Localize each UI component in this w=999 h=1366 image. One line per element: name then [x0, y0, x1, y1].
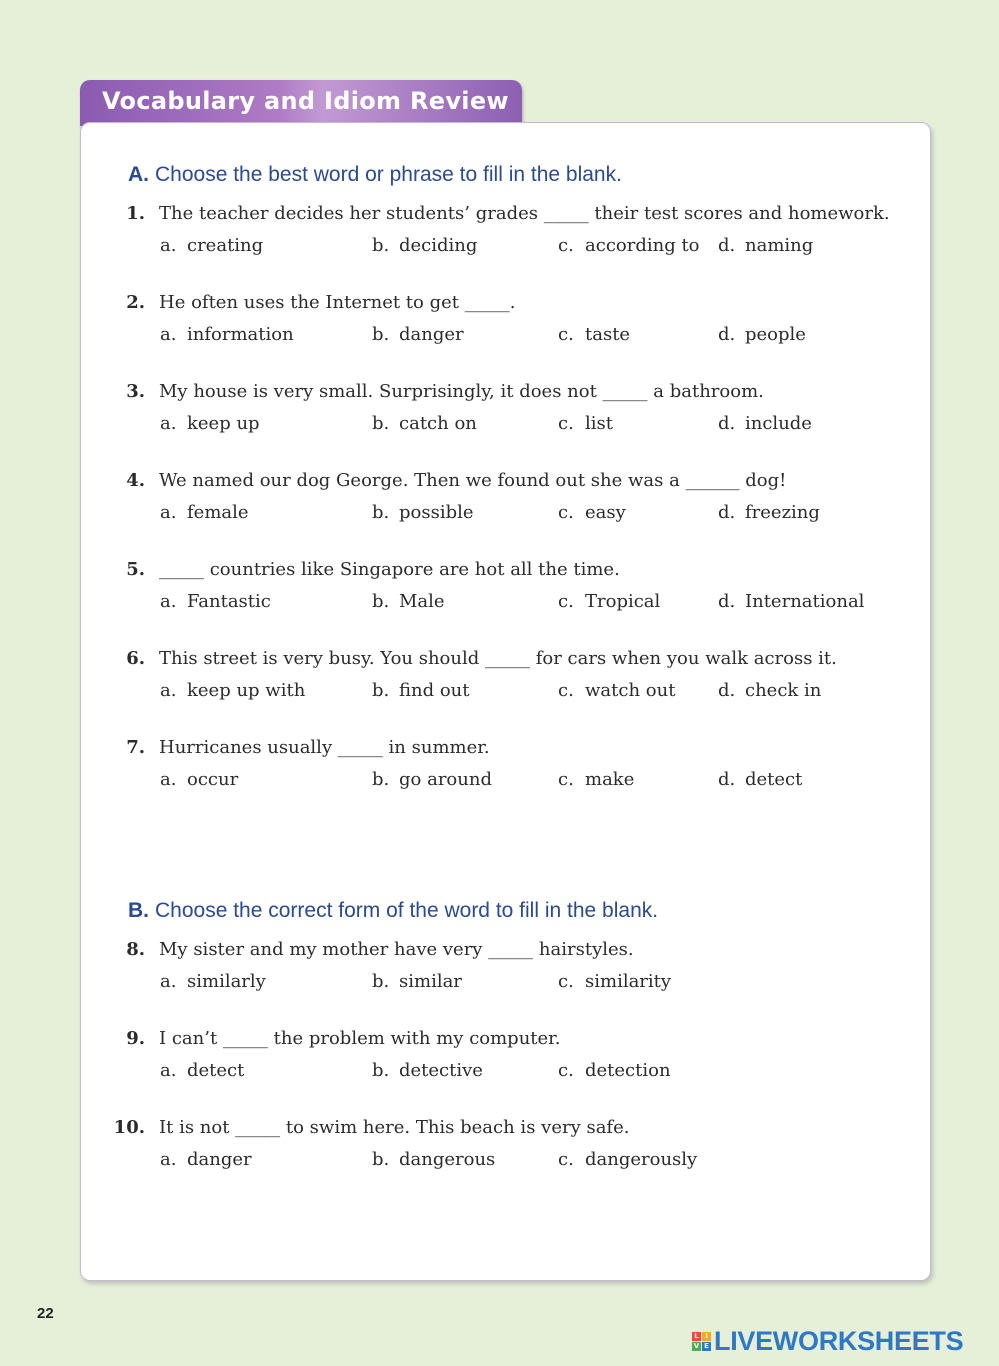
logo-block: V — [693, 1342, 700, 1350]
option-c[interactable]: c. list — [558, 413, 613, 434]
section-b-instruction: Choose the correct form of the word to fill in the blank. — [155, 899, 659, 922]
question-number: 5. — [126, 559, 145, 580]
question-number: 6. — [126, 648, 145, 669]
option-a[interactable]: a. similarly — [160, 971, 266, 992]
question-number: 4. — [126, 470, 145, 491]
question-4 — [81, 470, 930, 530]
question-number: 10. — [113, 1117, 145, 1138]
question-10 — [81, 1117, 930, 1177]
question-text: I can’t _____ the problem with my computer. — [159, 1028, 561, 1049]
question-number: 7. — [126, 737, 145, 758]
option-a[interactable]: a. creating — [160, 235, 264, 256]
option-c[interactable]: c. dangerously — [558, 1149, 698, 1170]
option-a[interactable]: a. Fantastic — [160, 591, 271, 612]
option-a[interactable]: a. detect — [160, 1060, 245, 1081]
option-c[interactable]: c. Tropical — [558, 591, 661, 612]
option-c[interactable]: c. according to — [558, 235, 700, 256]
section-b-heading — [128, 899, 658, 923]
question-text: My sister and my mother have very _____ hairstyles. — [159, 939, 634, 960]
question-text: It is not _____ to swim here. This beach is very safe. — [159, 1117, 630, 1138]
question-2 — [81, 292, 930, 352]
worksheet-card — [80, 122, 931, 1281]
question-9 — [81, 1028, 930, 1088]
question-8 — [81, 939, 930, 999]
question-number: 1. — [126, 203, 145, 224]
logo-block: E — [702, 1342, 711, 1351]
option-a[interactable]: a. information — [160, 324, 294, 345]
question-number: 3. — [126, 381, 145, 402]
page-number: 22 — [37, 1305, 54, 1322]
question-text: Hurricanes usually _____ in summer. — [159, 737, 490, 758]
option-a[interactable]: a. occur — [160, 769, 239, 790]
section-a-heading — [128, 163, 622, 187]
question-6 — [81, 648, 930, 708]
question-number: 9. — [126, 1028, 145, 1049]
option-b[interactable]: b. find out — [372, 680, 470, 701]
section-a-instruction: Choose the best word or phrase to fill in the blank. — [155, 163, 622, 186]
question-3 — [81, 381, 930, 441]
option-d[interactable]: d. naming — [718, 235, 814, 256]
option-b[interactable]: b. deciding — [372, 235, 478, 256]
option-d[interactable]: d. check in — [718, 680, 822, 701]
option-c[interactable]: c. easy — [558, 502, 626, 523]
option-d[interactable]: d. include — [718, 413, 812, 434]
option-b[interactable]: b. go around — [372, 769, 492, 790]
option-c[interactable]: c. similarity — [558, 971, 672, 992]
option-b[interactable]: b. Male — [372, 591, 445, 612]
option-a[interactable]: a. keep up — [160, 413, 260, 434]
option-b[interactable]: b. detective — [372, 1060, 483, 1081]
option-a[interactable]: a. danger — [160, 1149, 252, 1170]
option-c[interactable]: c. taste — [558, 324, 631, 345]
section-b-letter: B. — [128, 899, 149, 922]
logo-icon — [692, 1332, 711, 1351]
question-5 — [81, 559, 930, 619]
question-7 — [81, 737, 930, 797]
option-b[interactable]: b. possible — [372, 502, 474, 523]
question-number: 2. — [126, 292, 145, 313]
question-text: We named our dog George. Then we found out she was a ______ dog! — [159, 470, 787, 491]
question-text: The teacher decides her students’ grades _____ their test scores and homework. — [159, 203, 890, 224]
option-a[interactable]: a. female — [160, 502, 249, 523]
option-b[interactable]: b. similar — [372, 971, 462, 992]
section-header-tab — [80, 80, 522, 126]
option-a[interactable]: a. keep up with — [160, 680, 306, 701]
option-b[interactable]: b. catch on — [372, 413, 477, 434]
logo-text: LIVEWORKSHEETS — [714, 1326, 964, 1356]
question-text: _____ countries like Singapore are hot all the time. — [159, 559, 620, 580]
page-title: Vocabulary and Idiom Review — [102, 87, 509, 115]
question-text: He often uses the Internet to get _____. — [159, 292, 516, 313]
option-d[interactable]: d. International — [718, 591, 865, 612]
question-text: My house is very small. Surprisingly, it does not _____ a bathroom. — [159, 381, 764, 402]
section-a-letter: A. — [128, 163, 149, 186]
liveworksheets-logo[interactable] — [692, 1326, 963, 1357]
question-1 — [81, 203, 930, 263]
logo-block: L — [692, 1332, 701, 1341]
option-c[interactable]: c. make — [558, 769, 635, 790]
question-text: This street is very busy. You should _____ for cars when you walk across it. — [159, 648, 837, 669]
option-d[interactable]: d. detect — [718, 769, 803, 790]
option-c[interactable]: c. detection — [558, 1060, 671, 1081]
logo-block: I — [702, 1332, 711, 1341]
option-b[interactable]: b. dangerous — [372, 1149, 496, 1170]
question-number: 8. — [126, 939, 145, 960]
option-d[interactable]: d. people — [718, 324, 806, 345]
option-b[interactable]: b. danger — [372, 324, 464, 345]
option-c[interactable]: c. watch out — [558, 680, 676, 701]
option-d[interactable]: d. freezing — [718, 502, 820, 523]
